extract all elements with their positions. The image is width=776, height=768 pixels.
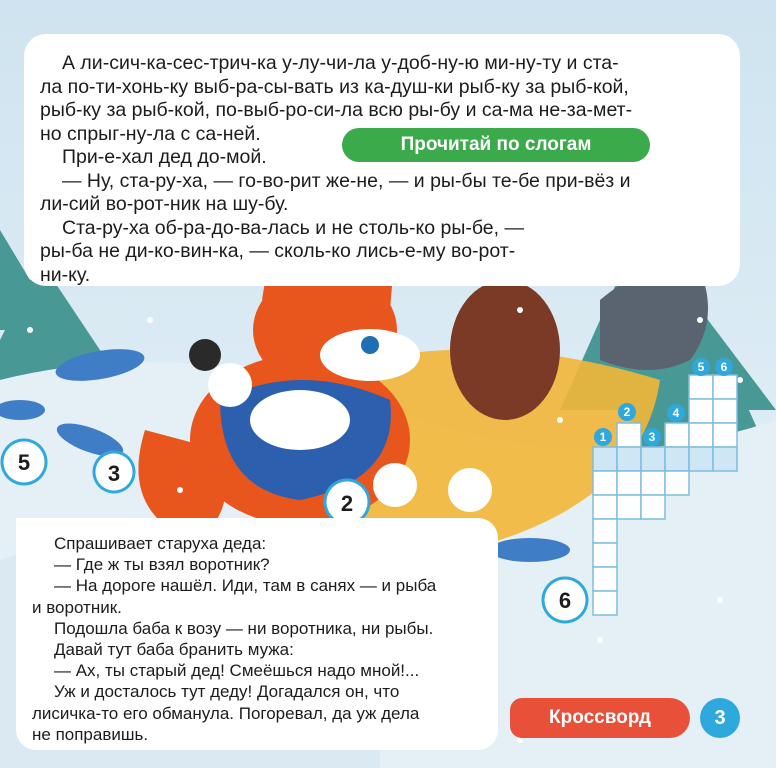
story-bottom-line: Спрашивает старуха деда: <box>54 534 267 553</box>
story-top-line: ли-сий во-рот-ник на шу-бу. <box>40 193 289 215</box>
crossword-badge: Кроссворд <box>510 698 690 738</box>
story-bottom-line: Давай тут баба бранить мужа: <box>54 640 294 660</box>
story-top-line: ни-ку. <box>40 263 91 286</box>
story-bottom-text <box>32 533 492 745</box>
svg-text:3: 3 <box>107 461 121 486</box>
story-top-line: — Ну, ста-ру-ха, — го-во-рит же-не, — и ры-бы те-бе при-вёз и <box>62 169 631 192</box>
story-top-line: но спрыг-ну-ла с са-ней. <box>40 122 261 145</box>
crossword-number-4: 4 <box>672 406 680 420</box>
story-bottom-line: — Где ж ты взял воротник? <box>54 555 270 575</box>
story-bottom-line: и воротник. <box>32 597 122 617</box>
story-bottom-line: — На дороге нашёл. Иди, там в санях — и рыба <box>54 576 437 596</box>
sack <box>450 280 560 420</box>
svg-text:5: 5 <box>17 450 31 475</box>
story-bottom-line: не поправишь. <box>32 724 149 744</box>
drop-marker-3 <box>94 452 134 492</box>
story-top-text <box>40 52 730 287</box>
crossword-number-5: 5 <box>697 360 705 374</box>
story-bottom-line: лисичка-то его обманула. Погоревал, да уж дела <box>32 703 420 723</box>
story-top-line: рыб-ку за рыб-кой, по-выб-ро-си-ла всю ры-бу и са-ма не-за-мет- <box>40 99 633 121</box>
crossword-number-1: 1 <box>599 430 607 444</box>
story-bottom-line: Уж и досталось тут деду! Догадался он, что <box>54 682 400 702</box>
crossword-number-6: 6 <box>720 360 728 374</box>
story-top-line: При-е-хал дед до-мой. <box>62 146 267 168</box>
story-top-line: А ли-сич-ка-сес-трич-ка у-лу-чи-ла у-доб-ну-ю ми-ну-ту и ста- <box>62 52 619 74</box>
svg-text:2: 2 <box>340 491 354 516</box>
crossword-number-3: 3 <box>648 430 656 444</box>
story-top-line: ры-ба не ди-ко-вин-ка, — сколь-ко лись-е-му во-рот- <box>40 240 516 262</box>
read-by-syllables-badge: Прочитай по слогам <box>342 128 650 162</box>
crossword-number-2: 2 <box>623 405 631 419</box>
story-bottom-line: Подошла баба к возу — ни воротника, ни рыбы. <box>54 618 434 638</box>
story-bottom-line: — Ах, ты старый дед! Смеёшься надо мной!... <box>54 661 420 681</box>
story-top-line: ла по-ти-хонь-ку выб-ра-сы-вать из ка-душ-ки рыб-ку за рыб-кой, <box>40 75 629 98</box>
page-number: 3 <box>700 698 740 738</box>
story-top-line: Ста-ру-ха об-ра-до-ва-лась и не столь-ко ры-бе, — <box>62 216 524 239</box>
drop-marker-5 <box>2 440 46 484</box>
drop-marker-6 <box>543 578 587 622</box>
svg-text:6: 6 <box>558 588 572 613</box>
